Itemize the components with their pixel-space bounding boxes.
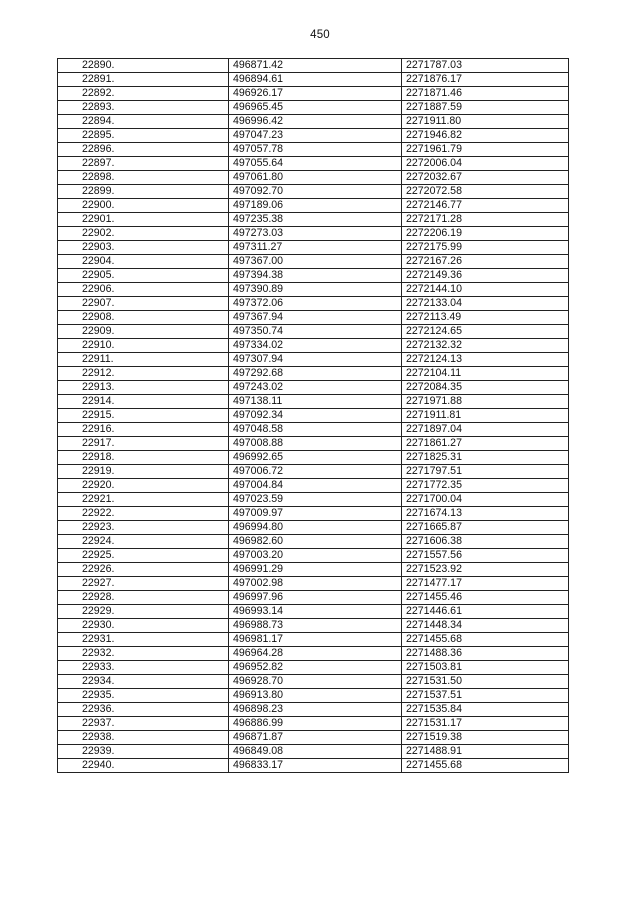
coordinates-table-body — [58, 59, 569, 773]
y-coordinate-cell: 2271665.87 — [402, 521, 569, 535]
y-coordinate-cell: 2271557.56 — [402, 549, 569, 563]
point-number-cell: 22893. — [58, 101, 229, 115]
point-number-cell: 22911. — [58, 353, 229, 367]
y-coordinate-cell: 2271911.81 — [402, 409, 569, 423]
x-coordinate-cell: 497138.11 — [229, 395, 402, 409]
x-coordinate-cell: 496898.23 — [229, 703, 402, 717]
table-row — [58, 759, 569, 773]
y-coordinate-cell: 2271488.91 — [402, 745, 569, 759]
point-number-cell: 22898. — [58, 171, 229, 185]
y-coordinate-cell: 2271825.31 — [402, 451, 569, 465]
x-coordinate-cell: 497292.68 — [229, 367, 402, 381]
x-coordinate-cell: 497006.72 — [229, 465, 402, 479]
table-row — [58, 409, 569, 423]
point-number-cell: 22912. — [58, 367, 229, 381]
x-coordinate-cell: 497334.02 — [229, 339, 402, 353]
x-coordinate-cell: 497372.06 — [229, 297, 402, 311]
x-coordinate-cell: 497311.27 — [229, 241, 402, 255]
point-number-cell: 22900. — [58, 199, 229, 213]
y-coordinate-cell: 2271455.68 — [402, 759, 569, 773]
x-coordinate-cell: 496981.17 — [229, 633, 402, 647]
x-coordinate-cell: 497243.02 — [229, 381, 402, 395]
table-row — [58, 171, 569, 185]
point-number-cell: 22932. — [58, 647, 229, 661]
table-row — [58, 59, 569, 73]
y-coordinate-cell: 2271772.35 — [402, 479, 569, 493]
y-coordinate-cell: 2271477.17 — [402, 577, 569, 591]
point-number-cell: 22925. — [58, 549, 229, 563]
x-coordinate-cell: 497057.78 — [229, 143, 402, 157]
y-coordinate-cell: 2271887.59 — [402, 101, 569, 115]
table-row — [58, 157, 569, 171]
x-coordinate-cell: 496871.42 — [229, 59, 402, 73]
y-coordinate-cell: 2272084.35 — [402, 381, 569, 395]
y-coordinate-cell: 2271606.38 — [402, 535, 569, 549]
table-row — [58, 241, 569, 255]
y-coordinate-cell: 2272006.04 — [402, 157, 569, 171]
y-coordinate-cell: 2272149.36 — [402, 269, 569, 283]
table-row — [58, 101, 569, 115]
x-coordinate-cell: 496886.99 — [229, 717, 402, 731]
y-coordinate-cell: 2272206.19 — [402, 227, 569, 241]
x-coordinate-cell: 496982.60 — [229, 535, 402, 549]
x-coordinate-cell: 497350.74 — [229, 325, 402, 339]
x-coordinate-cell: 496964.28 — [229, 647, 402, 661]
x-coordinate-cell: 496913.80 — [229, 689, 402, 703]
point-number-cell: 22922. — [58, 507, 229, 521]
x-coordinate-cell: 497092.34 — [229, 409, 402, 423]
y-coordinate-cell: 2271455.46 — [402, 591, 569, 605]
table-row — [58, 731, 569, 745]
y-coordinate-cell: 2271531.17 — [402, 717, 569, 731]
x-coordinate-cell: 496997.96 — [229, 591, 402, 605]
x-coordinate-cell: 497367.94 — [229, 311, 402, 325]
x-coordinate-cell: 497390.89 — [229, 283, 402, 297]
y-coordinate-cell: 2272113.49 — [402, 311, 569, 325]
y-coordinate-cell: 2271946.82 — [402, 129, 569, 143]
table-row — [58, 689, 569, 703]
point-number-cell: 22939. — [58, 745, 229, 759]
y-coordinate-cell: 2272144.10 — [402, 283, 569, 297]
table-row — [58, 227, 569, 241]
table-row — [58, 269, 569, 283]
y-coordinate-cell: 2272104.11 — [402, 367, 569, 381]
y-coordinate-cell: 2271897.04 — [402, 423, 569, 437]
point-number-cell: 22929. — [58, 605, 229, 619]
table-row — [58, 283, 569, 297]
table-row — [58, 311, 569, 325]
x-coordinate-cell: 497009.97 — [229, 507, 402, 521]
point-number-cell: 22940. — [58, 759, 229, 773]
point-number-cell: 22894. — [58, 115, 229, 129]
y-coordinate-cell: 2271961.79 — [402, 143, 569, 157]
point-number-cell: 22918. — [58, 451, 229, 465]
table-row — [58, 619, 569, 633]
y-coordinate-cell: 2272133.04 — [402, 297, 569, 311]
table-row — [58, 465, 569, 479]
point-number-cell: 22934. — [58, 675, 229, 689]
table-row — [58, 479, 569, 493]
y-coordinate-cell: 2272072.58 — [402, 185, 569, 199]
table-row — [58, 647, 569, 661]
y-coordinate-cell: 2271971.88 — [402, 395, 569, 409]
point-number-cell: 22891. — [58, 73, 229, 87]
y-coordinate-cell: 2271448.34 — [402, 619, 569, 633]
table-row — [58, 633, 569, 647]
table-row — [58, 745, 569, 759]
table-row — [58, 521, 569, 535]
coordinates-table — [57, 58, 569, 773]
point-number-cell: 22908. — [58, 311, 229, 325]
x-coordinate-cell: 497189.06 — [229, 199, 402, 213]
x-coordinate-cell: 497273.03 — [229, 227, 402, 241]
point-number-cell: 22924. — [58, 535, 229, 549]
y-coordinate-cell: 2271876.17 — [402, 73, 569, 87]
table-row — [58, 185, 569, 199]
point-number-cell: 22910. — [58, 339, 229, 353]
y-coordinate-cell: 2271861.27 — [402, 437, 569, 451]
table-row — [58, 703, 569, 717]
point-number-cell: 22936. — [58, 703, 229, 717]
x-coordinate-cell: 496952.82 — [229, 661, 402, 675]
y-coordinate-cell: 2271911.80 — [402, 115, 569, 129]
y-coordinate-cell: 2271700.04 — [402, 493, 569, 507]
y-coordinate-cell: 2271446.61 — [402, 605, 569, 619]
table-row — [58, 199, 569, 213]
x-coordinate-cell: 497002.98 — [229, 577, 402, 591]
y-coordinate-cell: 2271674.13 — [402, 507, 569, 521]
y-coordinate-cell: 2271535.84 — [402, 703, 569, 717]
y-coordinate-cell: 2271455.68 — [402, 633, 569, 647]
table-row — [58, 437, 569, 451]
y-coordinate-cell: 2272032.67 — [402, 171, 569, 185]
x-coordinate-cell: 496994.80 — [229, 521, 402, 535]
table-row — [58, 115, 569, 129]
point-number-cell: 22919. — [58, 465, 229, 479]
point-number-cell: 22903. — [58, 241, 229, 255]
point-number-cell: 22928. — [58, 591, 229, 605]
y-coordinate-cell: 2271519.38 — [402, 731, 569, 745]
y-coordinate-cell: 2271871.46 — [402, 87, 569, 101]
point-number-cell: 22916. — [58, 423, 229, 437]
y-coordinate-cell: 2271503.81 — [402, 661, 569, 675]
y-coordinate-cell: 2271787.03 — [402, 59, 569, 73]
y-coordinate-cell: 2272146.77 — [402, 199, 569, 213]
x-coordinate-cell: 496965.45 — [229, 101, 402, 115]
x-coordinate-cell: 497023.59 — [229, 493, 402, 507]
table-row — [58, 577, 569, 591]
x-coordinate-cell: 496928.70 — [229, 675, 402, 689]
x-coordinate-cell: 497394.38 — [229, 269, 402, 283]
x-coordinate-cell: 496991.29 — [229, 563, 402, 577]
x-coordinate-cell: 497367.00 — [229, 255, 402, 269]
table-row — [58, 591, 569, 605]
x-coordinate-cell: 497055.64 — [229, 157, 402, 171]
point-number-cell: 22917. — [58, 437, 229, 451]
page-number: 450 — [310, 29, 330, 41]
y-coordinate-cell: 2272167.26 — [402, 255, 569, 269]
point-number-cell: 22927. — [58, 577, 229, 591]
x-coordinate-cell: 497235.38 — [229, 213, 402, 227]
x-coordinate-cell: 497048.58 — [229, 423, 402, 437]
table-row — [58, 423, 569, 437]
point-number-cell: 22937. — [58, 717, 229, 731]
x-coordinate-cell: 497008.88 — [229, 437, 402, 451]
x-coordinate-cell: 497092.70 — [229, 185, 402, 199]
point-number-cell: 22890. — [58, 59, 229, 73]
x-coordinate-cell: 497307.94 — [229, 353, 402, 367]
table-row — [58, 563, 569, 577]
table-row — [58, 339, 569, 353]
point-number-cell: 22906. — [58, 283, 229, 297]
y-coordinate-cell: 2271488.36 — [402, 647, 569, 661]
point-number-cell: 22915. — [58, 409, 229, 423]
table-row — [58, 395, 569, 409]
point-number-cell: 22923. — [58, 521, 229, 535]
point-number-cell: 22933. — [58, 661, 229, 675]
point-number-cell: 22930. — [58, 619, 229, 633]
x-coordinate-cell: 497003.20 — [229, 549, 402, 563]
y-coordinate-cell: 2272171.28 — [402, 213, 569, 227]
x-coordinate-cell: 496833.17 — [229, 759, 402, 773]
point-number-cell: 22899. — [58, 185, 229, 199]
point-number-cell: 22896. — [58, 143, 229, 157]
y-coordinate-cell: 2271537.51 — [402, 689, 569, 703]
y-coordinate-cell: 2271797.51 — [402, 465, 569, 479]
table-row — [58, 605, 569, 619]
point-number-cell: 22914. — [58, 395, 229, 409]
table-row — [58, 549, 569, 563]
y-coordinate-cell: 2272132.32 — [402, 339, 569, 353]
table-row — [58, 297, 569, 311]
table-row — [58, 661, 569, 675]
point-number-cell: 22905. — [58, 269, 229, 283]
x-coordinate-cell: 497004.84 — [229, 479, 402, 493]
point-number-cell: 22913. — [58, 381, 229, 395]
x-coordinate-cell: 496871.87 — [229, 731, 402, 745]
y-coordinate-cell: 2272124.65 — [402, 325, 569, 339]
table-row — [58, 493, 569, 507]
y-coordinate-cell: 2272124.13 — [402, 353, 569, 367]
table-row — [58, 381, 569, 395]
table-row — [58, 87, 569, 101]
x-coordinate-cell: 496894.61 — [229, 73, 402, 87]
point-number-cell: 22901. — [58, 213, 229, 227]
table-row — [58, 367, 569, 381]
y-coordinate-cell: 2272175.99 — [402, 241, 569, 255]
table-row — [58, 675, 569, 689]
table-row — [58, 535, 569, 549]
x-coordinate-cell: 496926.17 — [229, 87, 402, 101]
point-number-cell: 22935. — [58, 689, 229, 703]
table-row — [58, 451, 569, 465]
table-row — [58, 143, 569, 157]
point-number-cell: 22920. — [58, 479, 229, 493]
x-coordinate-cell: 497047.23 — [229, 129, 402, 143]
table-row — [58, 353, 569, 367]
point-number-cell: 22926. — [58, 563, 229, 577]
x-coordinate-cell: 496992.65 — [229, 451, 402, 465]
point-number-cell: 22895. — [58, 129, 229, 143]
y-coordinate-cell: 2271523.92 — [402, 563, 569, 577]
point-number-cell: 22902. — [58, 227, 229, 241]
x-coordinate-cell: 496988.73 — [229, 619, 402, 633]
y-coordinate-cell: 2271531.50 — [402, 675, 569, 689]
table-row — [58, 717, 569, 731]
x-coordinate-cell: 496996.42 — [229, 115, 402, 129]
table-row — [58, 213, 569, 227]
table-row — [58, 325, 569, 339]
point-number-cell: 22897. — [58, 157, 229, 171]
table-row — [58, 129, 569, 143]
point-number-cell: 22909. — [58, 325, 229, 339]
table-row — [58, 507, 569, 521]
point-number-cell: 22892. — [58, 87, 229, 101]
x-coordinate-cell: 497061.80 — [229, 171, 402, 185]
point-number-cell: 22931. — [58, 633, 229, 647]
x-coordinate-cell: 496849.08 — [229, 745, 402, 759]
table-row — [58, 73, 569, 87]
point-number-cell: 22938. — [58, 731, 229, 745]
point-number-cell: 22921. — [58, 493, 229, 507]
point-number-cell: 22904. — [58, 255, 229, 269]
point-number-cell: 22907. — [58, 297, 229, 311]
x-coordinate-cell: 496993.14 — [229, 605, 402, 619]
table-row — [58, 255, 569, 269]
